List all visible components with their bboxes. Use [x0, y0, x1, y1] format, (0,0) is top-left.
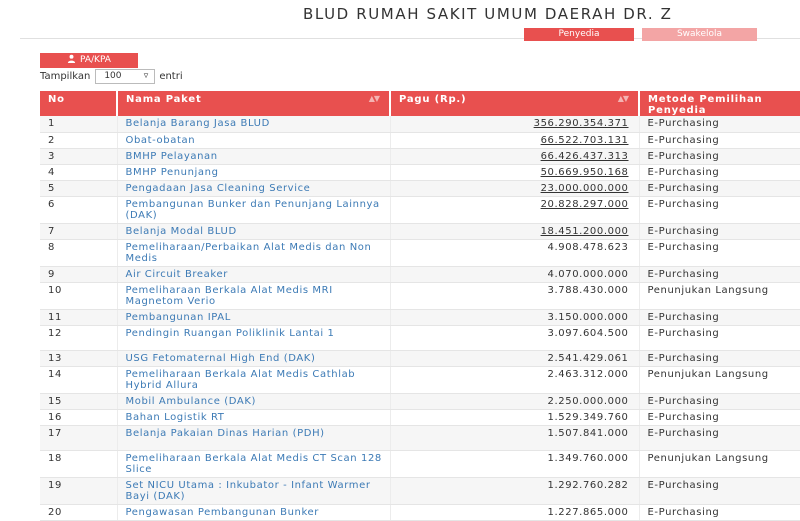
cell-nama-paket[interactable]: Pemeliharaan/Perbaikan Alat Medis dan Non Medis	[117, 239, 390, 266]
cell-pagu: 50.669.950.168	[390, 164, 639, 180]
table-row[interactable]	[40, 148, 800, 164]
table-row[interactable]	[40, 196, 800, 223]
cell-no: 6	[40, 196, 117, 223]
cell-nama-paket[interactable]: Pemeliharaan Berkala Alat Medis Cathlab Hybrid Allura	[117, 366, 390, 393]
cell-metode: E-Purchasing	[639, 148, 800, 164]
table-row[interactable]	[40, 425, 800, 450]
column-header-metode-label: Metode Pemilihan Penyedia	[648, 94, 763, 116]
entries-select-value: 100	[104, 71, 122, 81]
cell-no: 5	[40, 180, 117, 196]
table-row[interactable]	[40, 504, 800, 520]
cell-no: 3	[40, 148, 117, 164]
cell-no: 12	[40, 325, 117, 350]
cell-nama-paket[interactable]: Set NICU Utama : Inkubator - Infant Warmer Bayi (DAK)	[117, 477, 390, 504]
sort-icon: ▲▼	[368, 94, 379, 103]
cell-pagu: 66.426.437.313	[390, 148, 639, 164]
cell-pagu: 1.507.841.000	[390, 425, 639, 450]
table-row[interactable]	[40, 239, 800, 266]
cell-metode: Penunjukan Langsung	[639, 450, 800, 477]
cell-no: 17	[40, 425, 117, 450]
cell-nama-paket[interactable]: Obat-obatan	[117, 132, 390, 148]
cell-nama-paket[interactable]: Pengawasan Pembangunan Bunker	[117, 504, 390, 520]
cell-no: 2	[40, 132, 117, 148]
cell-nama-paket[interactable]: BMHP Pelayanan	[117, 148, 390, 164]
entries-select[interactable]	[95, 69, 155, 84]
tab-swakelola[interactable]: Swakelola	[642, 28, 757, 41]
sort-icon: ▲▼	[617, 94, 628, 103]
page-title: BLUD RUMAH SAKIT UMUM DAERAH DR. Z	[303, 5, 673, 23]
cell-nama-paket[interactable]: Bahan Logistik RT	[117, 409, 390, 425]
table-row[interactable]	[40, 223, 800, 239]
cell-pagu: 2.463.312.000	[390, 366, 639, 393]
cell-no: 20	[40, 504, 117, 520]
cell-pagu: 1.529.349.760	[390, 409, 639, 425]
column-header-pagu[interactable]	[390, 91, 639, 116]
cell-pagu: 1.292.760.282	[390, 477, 639, 504]
column-header-pagu-label: Pagu (Rp.)	[399, 94, 467, 105]
cell-metode: E-Purchasing	[639, 180, 800, 196]
pa-kpa-button[interactable]	[40, 53, 138, 68]
cell-metode: E-Purchasing	[639, 477, 800, 504]
cell-metode: E-Purchasing	[639, 266, 800, 282]
table-row[interactable]	[40, 116, 800, 132]
cell-pagu: 66.522.703.131	[390, 132, 639, 148]
user-icon	[67, 54, 76, 63]
cell-no: 16	[40, 409, 117, 425]
table-row[interactable]	[40, 266, 800, 282]
pa-kpa-label: PA/KPA	[80, 55, 111, 65]
cell-metode: E-Purchasing	[639, 409, 800, 425]
cell-pagu: 2.250.000.000	[390, 393, 639, 409]
cell-nama-paket[interactable]: Pengadaan Jasa Cleaning Service	[117, 180, 390, 196]
cell-nama-paket[interactable]: Pembangunan Bunker dan Penunjang Lainnya (DAK)	[117, 196, 390, 223]
table-row[interactable]	[40, 409, 800, 425]
cell-pagu: 20.828.297.000	[390, 196, 639, 223]
cell-nama-paket[interactable]: Pemeliharaan Berkala Alat Medis CT Scan 128 Slice	[117, 450, 390, 477]
cell-metode: E-Purchasing	[639, 132, 800, 148]
cell-metode: E-Purchasing	[639, 393, 800, 409]
cell-metode: E-Purchasing	[639, 239, 800, 266]
table-row[interactable]	[40, 350, 800, 366]
cell-metode: E-Purchasing	[639, 164, 800, 180]
table-row[interactable]	[40, 164, 800, 180]
cell-no: 19	[40, 477, 117, 504]
table-row[interactable]	[40, 309, 800, 325]
cell-pagu: 18.451.200.000	[390, 223, 639, 239]
cell-no: 8	[40, 239, 117, 266]
cell-metode: E-Purchasing	[639, 116, 800, 132]
cell-pagu: 3.097.604.500	[390, 325, 639, 350]
column-header-no[interactable]	[40, 91, 117, 116]
cell-pagu: 3.150.000.000	[390, 309, 639, 325]
cell-pagu: 3.788.430.000	[390, 282, 639, 309]
cell-metode: E-Purchasing	[639, 309, 800, 325]
cell-no: 1	[40, 116, 117, 132]
cell-pagu: 4.070.000.000	[390, 266, 639, 282]
cell-pagu: 1.227.865.000	[390, 504, 639, 520]
cell-no: 11	[40, 309, 117, 325]
column-header-no-label: No	[48, 94, 65, 105]
cell-metode: E-Purchasing	[639, 504, 800, 520]
paket-table	[40, 91, 800, 521]
table-row[interactable]	[40, 132, 800, 148]
table-header-row	[40, 91, 800, 116]
table-body	[40, 116, 800, 520]
cell-nama-paket[interactable]: Belanja Barang Jasa BLUD	[117, 116, 390, 132]
cell-pagu: 4.908.478.623	[390, 239, 639, 266]
column-header-paket[interactable]	[117, 91, 390, 116]
cell-pagu: 356.290.354.371	[390, 116, 639, 132]
cell-nama-paket[interactable]: Air Circuit Breaker	[117, 266, 390, 282]
entries-length-control	[40, 69, 183, 84]
entries-label: entri	[159, 71, 183, 82]
show-label: Tampilkan	[40, 71, 91, 82]
cell-no: 15	[40, 393, 117, 409]
cell-nama-paket[interactable]: BMHP Penunjang	[117, 164, 390, 180]
cell-pagu: 2.541.429.061	[390, 350, 639, 366]
cell-metode: E-Purchasing	[639, 223, 800, 239]
cell-no: 10	[40, 282, 117, 309]
chevron-down-icon: ▿	[143, 71, 149, 81]
cell-nama-paket[interactable]: Mobil Ambulance (DAK)	[117, 393, 390, 409]
column-header-paket-label: Nama Paket	[126, 94, 202, 105]
cell-nama-paket[interactable]: Belanja Pakaian Dinas Harian (PDH)	[117, 425, 390, 450]
table-row[interactable]	[40, 325, 800, 350]
cell-no: 13	[40, 350, 117, 366]
cell-no: 7	[40, 223, 117, 239]
cell-nama-paket[interactable]: Pembangunan IPAL	[117, 309, 390, 325]
cell-nama-paket[interactable]: Belanja Modal BLUD	[117, 223, 390, 239]
cell-nama-paket[interactable]: Pendingin Ruangan Poliklinik Lantai 1	[117, 325, 390, 350]
tab-penyedia[interactable]: Penyedia	[524, 28, 634, 41]
cell-no: 18	[40, 450, 117, 477]
table-row[interactable]	[40, 282, 800, 309]
cell-no: 4	[40, 164, 117, 180]
cell-no: 14	[40, 366, 117, 393]
column-header-metode[interactable]	[639, 91, 800, 116]
table-row[interactable]	[40, 450, 800, 477]
cell-metode: E-Purchasing	[639, 425, 800, 450]
table-row[interactable]	[40, 393, 800, 409]
cell-nama-paket[interactable]: USG Fetomaternal High End (DAK)	[117, 350, 390, 366]
cell-metode: E-Purchasing	[639, 325, 800, 350]
table-row[interactable]	[40, 180, 800, 196]
cell-metode: Penunjukan Langsung	[639, 282, 800, 309]
cell-metode: Penunjukan Langsung	[639, 366, 800, 393]
cell-metode: E-Purchasing	[639, 350, 800, 366]
table-row[interactable]	[40, 366, 800, 393]
cell-metode: E-Purchasing	[639, 196, 800, 223]
cell-pagu: 1.349.760.000	[390, 450, 639, 477]
cell-pagu: 23.000.000.000	[390, 180, 639, 196]
cell-no: 9	[40, 266, 117, 282]
cell-nama-paket[interactable]: Pemeliharaan Berkala Alat Medis MRI Magnetom Verio	[117, 282, 390, 309]
